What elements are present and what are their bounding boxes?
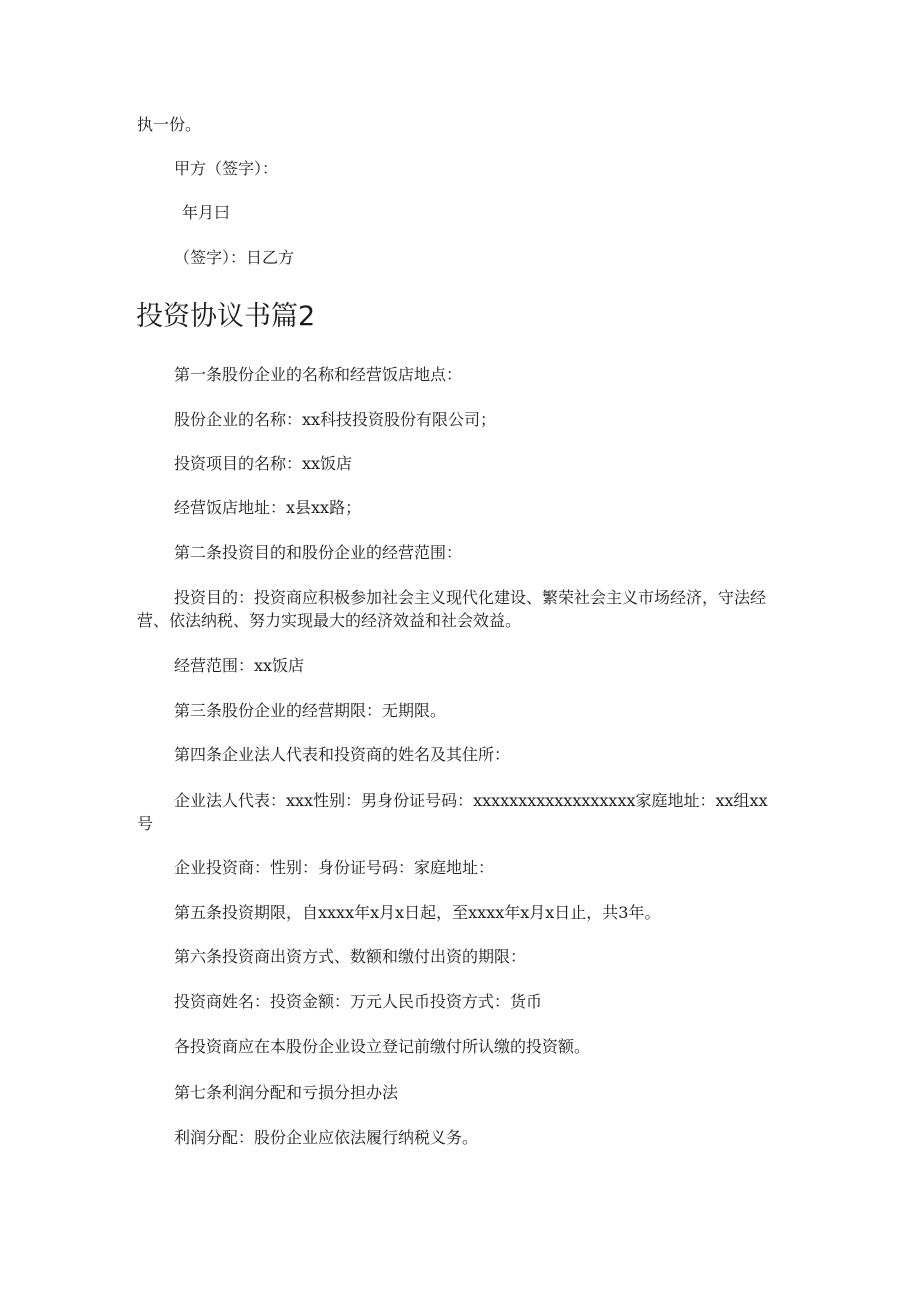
continuation-text: 执一份。 — [137, 115, 202, 134]
article-2-purpose: 投资目的：投资商应积极参加社会主义现代化建设、繁荣社会主义市场经济，守法经营、依法纳税、努力实现最大的经济效益和社会效益。 — [137, 588, 767, 630]
article-6-payment: 各投资商应在本股份企业设立登记前缴付所认缴的投资额。 — [174, 1037, 591, 1056]
article-1-address: 经营饭店地址：x县xx路； — [174, 498, 362, 517]
date-line: 年月曰 — [182, 203, 231, 222]
section-title: 投资协议书篇2 — [136, 301, 316, 332]
article-6-investor: 投资商姓名：投资金额：万元人民币投资方式：货币 — [174, 992, 543, 1011]
party-a-signature: 甲方（签字）： — [174, 159, 279, 178]
article-5: 第五条投资期限，自xxxx年x月x日起，至xxxx年x月x日止，共3年。 — [174, 903, 661, 922]
article-4-investor: 企业投资商：性别：身份证号码：家庭地址： — [174, 858, 495, 877]
article-4-legal-representative: 企业法人代表：xxx性别：男身份证号码：xxxxxxxxxxxxxxxxxx家庭地址：xx组xx号 — [137, 791, 768, 833]
article-6-title: 第六条投资商出资方式、数额和缴付出资的期限： — [174, 947, 527, 966]
article-1-project-name: 投资项目的名称：xx饭店 — [174, 454, 353, 473]
article-1-company-name: 股份企业的名称：xx科技投资股份有限公司； — [174, 410, 497, 429]
article-2-title: 第二条投资目的和股份企业的经营范围： — [174, 543, 463, 562]
article-4-title: 第四条企业法人代表和投资商的姓名及其住所： — [174, 745, 511, 764]
article-7-title: 第七条利润分配和亏损分担办法 — [174, 1083, 399, 1102]
party-b-signature: （签字）：日乙方 — [174, 248, 295, 267]
article-7-profit: 利润分配：股份企业应依法履行纳税义务。 — [174, 1128, 479, 1147]
article-1-title: 第一条股份企业的名称和经营饭店地点： — [174, 365, 463, 384]
article-2-scope: 经营范围：xx饭店 — [174, 656, 305, 675]
article-3: 第三条股份企业的经营期限：无期限。 — [174, 701, 447, 720]
